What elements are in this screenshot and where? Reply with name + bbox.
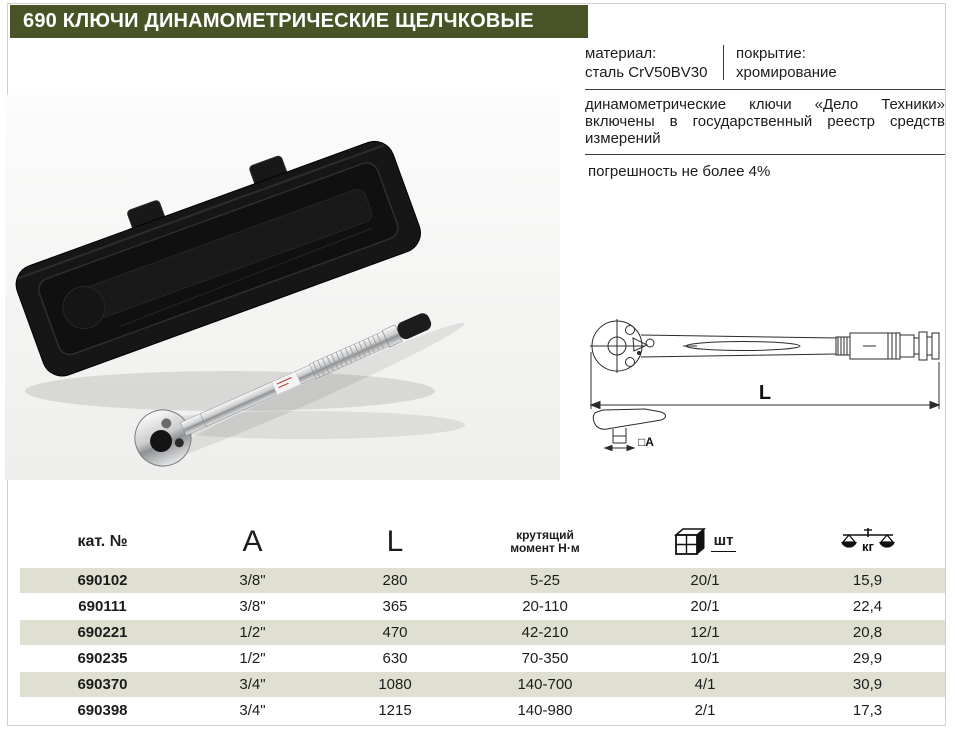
col-header-pack <box>620 527 790 557</box>
table-body <box>20 568 945 724</box>
cell-weight: 15,9 <box>852 572 883 589</box>
scales-icon <box>839 527 897 557</box>
product-photo <box>5 95 560 480</box>
divider <box>585 154 945 155</box>
cell-cat-number: 690111 <box>78 598 127 615</box>
coating-label: покрытие: <box>736 45 806 62</box>
cell-torque-range: 42-210 <box>521 624 569 641</box>
registry-note: динамометрические ключи «Дело Техники» включены в государственный реестр средств измерений <box>585 96 945 147</box>
length-dim-label: L <box>758 382 772 404</box>
cell-length: 280 <box>382 572 408 589</box>
table-row <box>20 594 945 620</box>
cell-length: 1215 <box>378 702 412 719</box>
cell-length: 630 <box>382 650 408 667</box>
technical-drawing <box>583 306 945 454</box>
cell-drive-size: 3/4" <box>239 676 266 693</box>
table-row <box>20 620 945 646</box>
drive-dim-label: □A <box>638 435 654 449</box>
material-spec <box>585 44 723 82</box>
table-row <box>20 646 945 672</box>
cell-cat-number: 690370 <box>77 676 128 693</box>
cell-weight: 17,3 <box>852 702 883 719</box>
cell-torque-range: 20-110 <box>522 598 568 615</box>
cell-pack-qty: 20/1 <box>690 572 720 589</box>
torque-header-line2: момент Н·м <box>510 541 580 555</box>
specs-panel <box>585 44 945 180</box>
col-header-l: L <box>386 525 404 558</box>
weight-unit-label: кг <box>861 539 874 554</box>
pack-unit-label: шт <box>711 532 737 552</box>
divider <box>585 89 945 90</box>
cell-length: 365 <box>382 598 408 615</box>
coating-spec <box>736 44 837 82</box>
cell-weight: 20,8 <box>852 624 883 641</box>
cell-weight: 22,4 <box>852 598 883 615</box>
cell-torque-range: 5-25 <box>529 572 561 589</box>
cell-length: 470 <box>382 624 408 641</box>
col-header-weight <box>790 527 945 557</box>
table-row <box>20 672 945 698</box>
cell-drive-size: 3/8" <box>239 598 266 615</box>
table-row <box>20 568 945 594</box>
vertical-divider <box>723 45 724 80</box>
cell-pack-qty: 12/1 <box>690 624 720 641</box>
cell-pack-qty: 4/1 <box>694 676 716 693</box>
material-label: материал: <box>585 45 657 62</box>
cell-weight: 30,9 <box>852 676 883 693</box>
cell-weight: 29,9 <box>852 650 883 667</box>
page-title: 690 КЛЮЧИ ДИНАМОМЕТРИЧЕСКИЕ ЩЕЛЧКОВЫЕ <box>10 5 588 38</box>
cell-cat-number: 690221 <box>77 624 128 641</box>
cell-drive-size: 1/2" <box>239 650 266 667</box>
cell-cat-number: 690102 <box>77 572 128 589</box>
table-header <box>20 516 945 568</box>
col-header-cat: кат. № <box>77 533 128 550</box>
cell-drive-size: 1/2" <box>239 624 266 641</box>
material-value: сталь CrV50BV30 <box>585 64 708 81</box>
cell-length: 1080 <box>378 676 412 693</box>
box-icon <box>674 527 706 557</box>
cell-torque-range: 70-350 <box>521 650 569 667</box>
coating-value: хромирование <box>736 64 837 81</box>
cell-drive-size: 3/4" <box>239 702 266 719</box>
cell-pack-qty: 20/1 <box>690 598 720 615</box>
torque-header-line1: крутящий <box>516 528 574 542</box>
cell-torque-range: 140-980 <box>517 702 573 719</box>
cell-cat-number: 690235 <box>77 650 128 667</box>
table-row <box>20 698 945 724</box>
cell-cat-number: 690398 <box>77 702 128 719</box>
col-header-torque <box>470 529 620 555</box>
cell-drive-size: 3/8" <box>239 572 266 589</box>
accuracy-note: погрешность не более 4% <box>588 163 771 180</box>
cell-torque-range: 140-700 <box>517 676 573 693</box>
spec-table <box>20 516 945 724</box>
cell-pack-qty: 10/1 <box>690 650 720 667</box>
cell-pack-qty: 2/1 <box>694 702 716 719</box>
col-header-a: A <box>242 525 263 558</box>
